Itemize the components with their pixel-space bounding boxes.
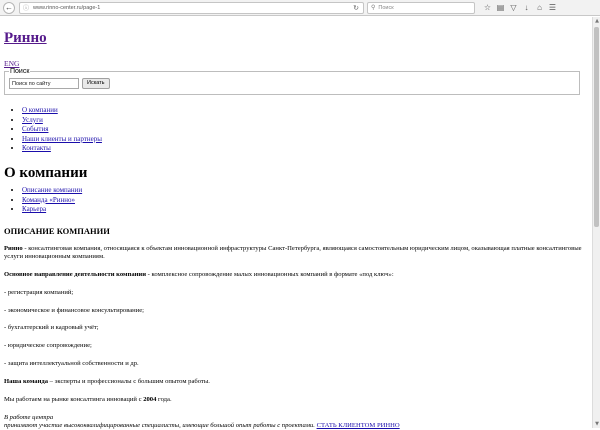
service-item: - регистрация компаний; bbox=[4, 288, 74, 296]
browser-search-field[interactable] bbox=[367, 2, 475, 14]
menu-link-events[interactable]: События bbox=[22, 125, 49, 134]
download-icon[interactable]: ↓ bbox=[524, 3, 529, 12]
home-icon[interactable]: ⌂ bbox=[537, 3, 542, 12]
menu-item-clients bbox=[22, 135, 590, 145]
submenu-link-career[interactable]: Карьера bbox=[22, 205, 47, 214]
sub-menu bbox=[4, 186, 590, 215]
site-search-box bbox=[4, 68, 580, 95]
logo-link[interactable]: Ринно bbox=[4, 30, 47, 46]
menu-icon[interactable]: ☰ bbox=[548, 3, 557, 12]
year-paragraph bbox=[4, 396, 590, 404]
submenu-item-description bbox=[22, 186, 590, 196]
reload-icon[interactable]: ↻ bbox=[353, 4, 359, 12]
browser-toolbar bbox=[0, 0, 600, 16]
menu-link-clients[interactable]: Наши клиенты и партнеры bbox=[22, 134, 102, 143]
menu-item-services bbox=[22, 116, 590, 126]
service-item: - бухгалтерский и кадровый учёт; bbox=[4, 324, 99, 332]
toolbar-icons bbox=[481, 3, 559, 12]
team-bold: Наша команда bbox=[4, 377, 48, 385]
intro-paragraph bbox=[4, 245, 586, 261]
submenu-link-description[interactable]: Описание компании bbox=[22, 185, 83, 194]
scroll-down-icon[interactable]: ▼ bbox=[595, 421, 599, 427]
submenu-item-career bbox=[22, 205, 590, 215]
language-switch bbox=[4, 59, 590, 68]
scroll-thumb[interactable] bbox=[594, 27, 599, 227]
menu-item-contacts bbox=[22, 144, 590, 154]
year-text: Мы работаем на рынке консалтинга инноваций с bbox=[4, 395, 144, 403]
menu-item-events bbox=[22, 125, 590, 135]
scroll-up-icon[interactable]: ▲ bbox=[595, 18, 599, 24]
service-item: - защита интеллектуальной собственности и др. bbox=[4, 359, 139, 367]
menu-link-about[interactable]: О компании bbox=[22, 106, 58, 114]
menu-link-services[interactable]: Услуги bbox=[22, 115, 43, 124]
url-text: www.rinno-center.ru/page-1 bbox=[33, 4, 101, 11]
search-legend: Поиск bbox=[10, 68, 30, 75]
submenu-item-team bbox=[22, 196, 590, 206]
team-paragraph bbox=[4, 378, 590, 386]
service-item: - экономическое и финансовое консультирование; bbox=[4, 306, 144, 314]
pocket-icon[interactable]: ▽ bbox=[510, 3, 517, 12]
site-search-input[interactable] bbox=[9, 78, 79, 89]
main-activity-paragraph bbox=[4, 271, 590, 279]
page-title: О компании bbox=[4, 164, 88, 181]
main-bold: Основное направление деятельности компании bbox=[4, 271, 147, 279]
note-line2: принимают участие высококвалифицированные специалисты, имеющие большой опыт работы с проектами. bbox=[4, 421, 315, 429]
address-bar[interactable] bbox=[19, 2, 364, 14]
year-bold: 2004 bbox=[143, 395, 157, 403]
search-icon: ⚲ bbox=[371, 5, 376, 11]
menu-item-about bbox=[22, 106, 590, 116]
service-item: - юридическое сопровождение; bbox=[4, 341, 92, 349]
back-arrow-icon[interactable]: ← bbox=[5, 2, 13, 12]
menu-link-contacts[interactable]: Контакты bbox=[22, 144, 51, 153]
main-text: - комплексное сопровождение малых инновационных компаний в формате «под ключ»: bbox=[146, 271, 394, 279]
reading-list-icon[interactable]: ▤ bbox=[496, 3, 505, 12]
star-icon[interactable]: ☆ bbox=[483, 3, 492, 12]
intro-text: - консалтинговая компания, относящаяся к объектам инновационной инфраструктуры Санкт-Петербурга, являющаяся самостоятельным юридическим лицом, оказывающая платные консалтинговые услуги инновационным компаниям. bbox=[4, 244, 582, 260]
page-scrollbar[interactable] bbox=[592, 17, 600, 428]
description-heading: ОПИСАНИЕ КОМПАНИИ bbox=[4, 225, 110, 236]
page-content bbox=[4, 22, 590, 430]
lang-link-eng[interactable]: ENG bbox=[4, 59, 20, 68]
year-suffix: года. bbox=[156, 395, 172, 403]
site-logo bbox=[4, 30, 590, 47]
note-line1: В работе центра bbox=[4, 413, 54, 421]
info-icon[interactable]: ⓘ bbox=[23, 6, 30, 12]
search-button[interactable]: Искать bbox=[82, 78, 110, 89]
submenu-link-team[interactable]: Команда «Ринно» bbox=[22, 195, 75, 204]
intro-bold: Ринно bbox=[4, 244, 23, 252]
browser-search-placeholder: Поиск bbox=[378, 4, 394, 11]
team-text: – эксперты и профессионалы с большим опытом работы. bbox=[48, 377, 210, 385]
main-menu bbox=[4, 106, 590, 154]
become-client-link[interactable]: СТАТЬ КЛИЕНТОМ РИННО bbox=[316, 421, 400, 429]
